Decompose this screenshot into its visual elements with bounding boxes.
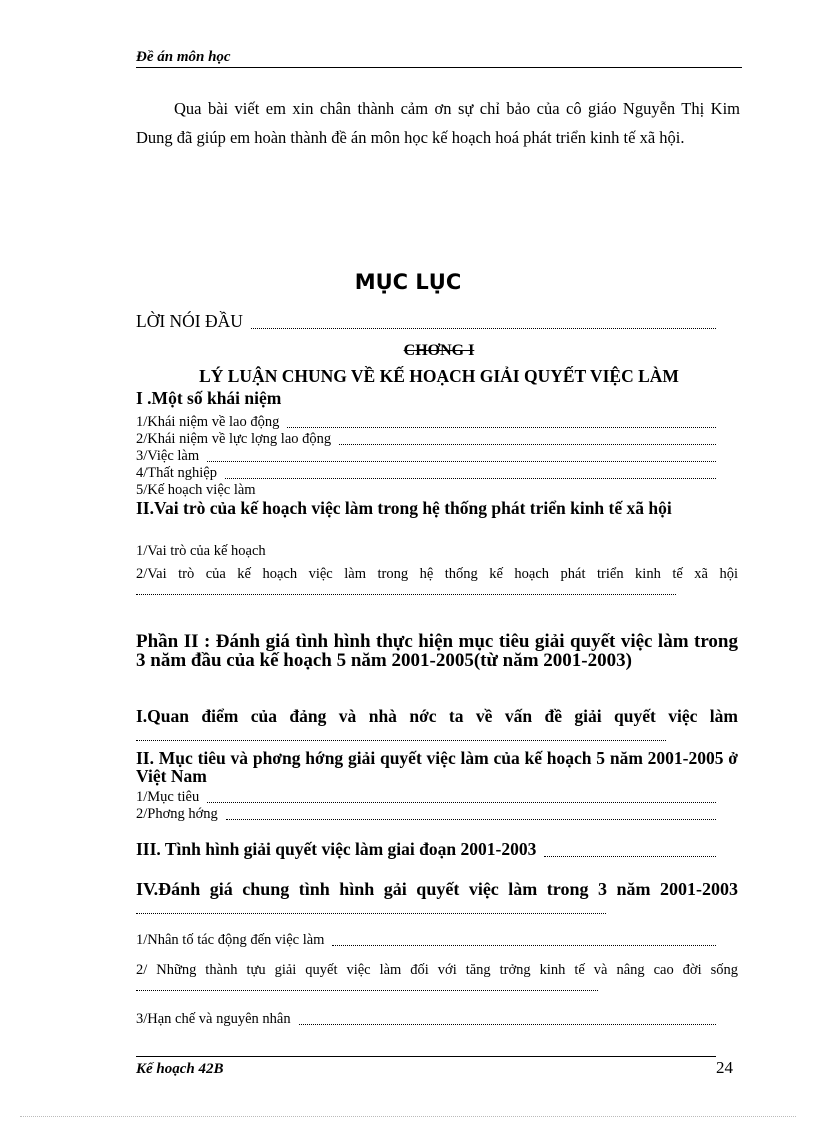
leader-dots	[136, 594, 676, 595]
toc-item	[136, 789, 716, 806]
toc-part-2: Phần II : Đánh giá tình hình thực hiện mục tiêu giải quyết việc làm trong 3 năm đầu của kế hoạch 5 năm 2001-2005(từ năm 2001-2003)	[136, 631, 738, 671]
toc-item	[136, 414, 716, 431]
toc-item-label: 3/Hạn chế và nguyên nhân	[136, 1011, 291, 1027]
leader-dots	[207, 460, 716, 462]
leader-dots	[332, 944, 716, 946]
toc-item	[136, 465, 716, 482]
toc-item-label: 1/Mục tiêu	[136, 789, 200, 805]
toc-item-label: 2/Khái niệm về lực lợng lao động	[136, 431, 332, 447]
toc-item	[136, 431, 716, 448]
toc-item-label: 2/ Những thành tựu giải quyết việc làm đối với tăng trởng kinh tế và nâng cao đời sống	[136, 962, 738, 978]
toc-item	[136, 932, 716, 949]
toc-part2-section-3-label: III. Tình hình giải quyết việc làm giai đoạn 2001-2003	[136, 839, 537, 859]
toc-item-label: 5/Kế hoạch việc làm	[136, 482, 256, 498]
toc-title: MỤC LỤC	[354, 270, 462, 294]
footer-label: Kế hoạch 42B	[136, 1061, 224, 1077]
toc-item	[136, 566, 738, 600]
leader-dots	[287, 426, 716, 428]
leader-dots	[136, 913, 606, 914]
acknowledgement-paragraph	[136, 94, 740, 152]
toc-item	[136, 448, 716, 465]
page-header	[136, 49, 742, 68]
toc-part2-section-1-label: I.Quan điểm của đảng và nhà nớc ta về vấn đề giải quyết việc làm	[136, 706, 738, 726]
toc-item	[136, 1011, 716, 1028]
leader-dots	[299, 1023, 716, 1025]
toc-item-label: 1/Khái niệm về lao động	[136, 414, 280, 430]
toc-chapter: CHƠNG I	[403, 342, 475, 359]
leader-dots	[207, 801, 716, 803]
header-title: Đề án môn học	[136, 49, 231, 65]
toc-part2-section-1	[136, 707, 738, 745]
toc-item	[136, 962, 738, 996]
toc-item-label: 2/Phơng hớng	[136, 806, 218, 822]
toc-item-label: 4/Thất nghiệp	[136, 465, 217, 481]
toc-part2-section-4	[136, 880, 738, 918]
toc-item-label: 2/Vai trò của kế hoạch việc làm trong hệ thống kế hoạch phát triển kinh tế xã hội	[136, 566, 738, 582]
toc-part2-section-4-label: IV.Đánh giá chung tình hình gải quyết việc làm trong 3 năm 2001-2003	[136, 879, 738, 899]
page-bottom-border	[20, 1116, 796, 1117]
toc-item	[136, 806, 716, 823]
toc-item-label: 1/Vai trò của kế hoạch	[136, 543, 266, 559]
footer-rule	[136, 1056, 716, 1057]
intro-text: Qua bài viết em xin chân thành cảm ơn sự chỉ bảo của cô giáo Nguyễn Thị Kim Dung đã giúp em hoàn thành đề án môn học kế hoạch hoá phát triển kinh tế xã hội.	[136, 99, 740, 147]
leader-dots	[136, 740, 666, 741]
toc-item-label: 1/Nhân tố tác động đến việc làm	[136, 932, 325, 948]
leader-dots	[136, 990, 598, 991]
leader-dots	[225, 477, 716, 479]
leader-dots	[544, 855, 716, 857]
toc-preface	[136, 311, 716, 332]
toc-item-label: 3/Việc làm	[136, 448, 200, 464]
toc-preface-label: LỜI NÓI ĐẦU	[136, 311, 243, 331]
toc-part2-section-2: II. Mục tiêu và phơng hớng giải quyết việc làm của kế hoạch 5 năm 2001-2005 ở Việt Nam	[136, 748, 738, 786]
toc-section-1: I .Một số khái niệm	[136, 388, 282, 408]
toc-part2-section-3	[136, 839, 716, 860]
page-number: 24	[716, 1058, 733, 1077]
leader-dots	[226, 818, 716, 820]
leader-dots	[251, 327, 716, 329]
toc-section-2: II.Vai trò của kế hoạch việc làm trong hệ thống phát triển kinh tế xã hội	[136, 498, 672, 518]
toc-chapter-title: LÝ LUẬN CHUNG VỀ KẾ HOẠCH GIẢI QUYẾT VIỆC LÀM	[199, 366, 679, 386]
leader-dots	[339, 443, 716, 445]
